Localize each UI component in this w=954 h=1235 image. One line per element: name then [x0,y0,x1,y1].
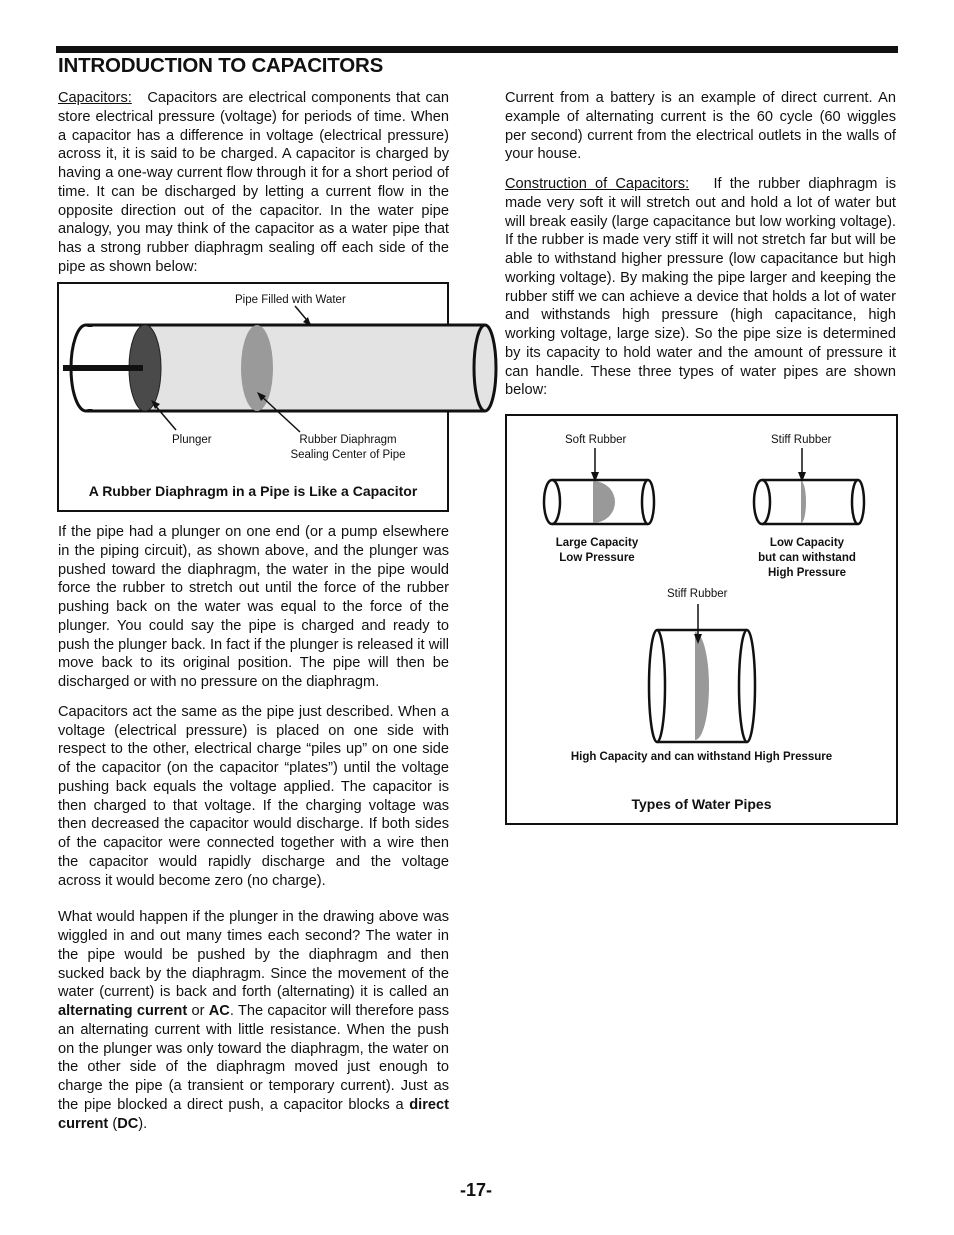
dc-paren-close: ). [138,1115,148,1132]
left-column-intro [58,89,449,288]
pipe-soft-rubber [544,448,654,524]
paragraph-capacitors-text: Capacitors are electrical components that can store electrical pressure (voltage) for periods of time. When a capacitor has a difference in voltage (electrical pressure) across it, it is said to be charged. A capacitor is charged by having a one-way current flow through it for a short period of time. It can be discharged by letting a current flow in the opposite direction out of the capacitor. In the water pipe analogy, you may think of the capacitor as a water pipe that has a strong rubber diaphragm sealing off each side of the pipe as shown below: [58,90,449,275]
pipe-stiff-rubber-large [649,604,755,742]
ac-text-c: . The capacitor will therefore pass an alternating current with little resistance. When the push on the plunger was only toward the diaphragm, the water on the other side of the diaphragm moved just enough to charge the pipe (a transient or temporary current). Just as the pipe blocked a direct push, a capacitor blocks a [58,1003,450,1113]
right-column [505,89,896,411]
figure1-caption: A Rubber Diaphragm in a Pipe is Like a Capacitor [88,483,418,499]
plunger-rod [63,365,143,371]
pipe2-line3: High Pressure [768,567,846,579]
header-rule [56,46,898,53]
page-number: -17- [460,1180,493,1200]
term-ac: AC [208,1003,230,1019]
figure-types-of-pipes [505,414,898,825]
term-construction: Construction of Capacitors: [505,176,690,192]
rubber-diaphragm [241,325,273,411]
paragraph-plunger: If the pipe had a plunger on one end (or a pump elsewhere in the piping circuit), as shown above, and the plunger was pushed toward the diaphragm, the water in the pipe would force the rubber to stretch out until the force of the rubber pushing back on the water was equal to the force of the plunger. You could say the pipe is charged and ready to push the plunger back. In fact if the plunger is released it will move back to its original position. The pipe will then be discharged or with no pressure on the diaphragm. [58,524,449,690]
pipe2-line1: Low Capacity [769,537,845,549]
label-soft-rubber: Soft Rubber [565,434,627,446]
term-capacitors: Capacitors: [58,90,132,106]
label-sealing-center: Sealing Center of Pipe [290,449,406,461]
left-column-body [58,523,449,1144]
ac-text-a: What would happen if the plunger in the drawing above was wiggled in and out many times each second? The water in the pipe would be pushed by the diaphragm and then sucked back by the diaphragm. Since the movement of the water (current) is back and forth (alternating) it is called an [58,909,449,1001]
paragraph-construction [505,175,896,400]
figure-rubber-diaphragm [57,282,449,512]
figure2-caption: Types of Water Pipes [631,796,772,812]
pipes-illustration [505,414,898,825]
pipe3-caption: High Capacity and can withstand High Pressure [570,751,833,763]
page-title: INTRODUCTION TO CAPACITORS [58,54,384,77]
paragraph-direct-current: Current from a battery is an example of direct current. An example of alternating current is the 60 cycle (60 wiggles per second) current from the electrical outlets in the walls of your house. [505,90,896,163]
pipe-illustration [57,282,449,512]
paragraph-alternating [58,908,449,1133]
pipe1-line1: Large Capacity [555,537,639,549]
pipe1-line2: Low Pressure [559,552,635,564]
paragraph-construction-text: If the rubber diaphragm is made very soft it will stretch out and hold a lot of water but will break easily (large capacitance but low working voltage). If the rubber is made very stiff it will not stretch far but will be able to withstand higher pressure (low capacitance but high working voltage). By making the pipe larger and keeping the rubber stiff we can achieve a device that holds a lot of water and withstands high pressure (high capacitance, high working voltage, large size). So the pipe size is determined by its capacity to hold water and the amount of pressure it can handle. These three types of water pipes are shown below: [505,176,897,399]
term-direct-current: direct current [58,1096,449,1132]
paragraph-capacitors-act: Capacitors act the same as the pipe just described. When a voltage (electrical pressure) is placed on one side with respect to the other, electrical charge “piles up” on one side of the capacitor (on the capacitor “plates”) until the voltage pushing back equals the voltage applied. The capacitor is then charged to that voltage. If the charging voltage was then decreased the capacitor would discharge. If both sides of the capacitor were connected together with a wire then the capacitor would rapidly discharge and the voltage across it would become zero (no charge). [58,703,449,889]
term-dc: DC [117,1115,139,1132]
label-plunger: Plunger [172,434,212,446]
dc-paren-open: ( [108,1115,118,1132]
label-rubber-diaphragm: Rubber Diaphragm [299,434,397,446]
label-pipe-filled-with-water: Pipe Filled with Water [235,294,346,306]
pipe-stiff-rubber-small [754,448,864,524]
ac-text-or: or [187,1003,209,1019]
label-stiff-rubber-small: Stiff Rubber [771,434,832,446]
pipe2-line2: but can withstand [758,552,856,564]
paragraph-capacitors [58,89,449,277]
label-stiff-rubber-large: Stiff Rubber [667,588,728,600]
term-alternating-current: alternating current [58,1003,188,1019]
